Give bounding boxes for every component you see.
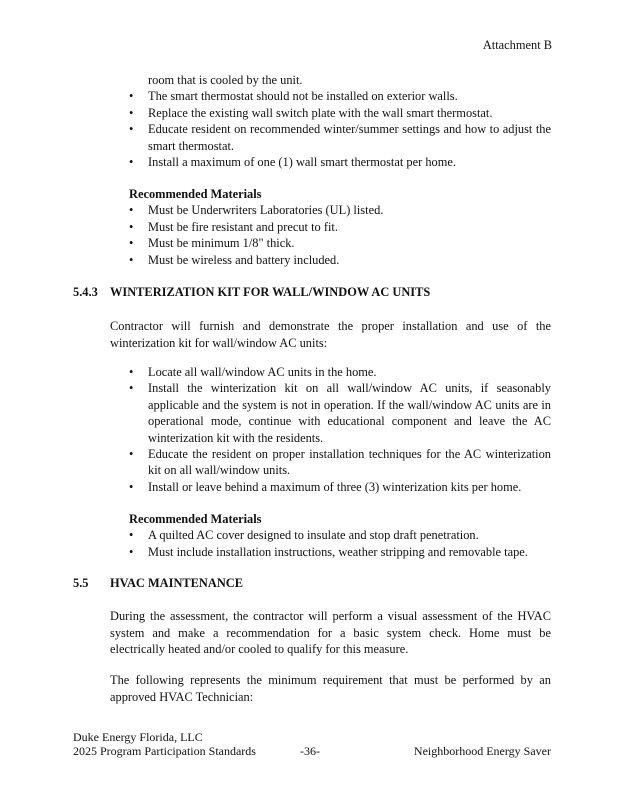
continuation-text: room that is cooled by the unit. (148, 73, 303, 87)
bullet-icon: • (129, 219, 134, 234)
bullet-icon: • (129, 155, 134, 170)
bullet-icon: • (129, 544, 134, 559)
materials-list (0, 527, 624, 560)
bullet-icon: • (129, 365, 134, 379)
winterization-bullets (0, 364, 624, 495)
top-bullet-block (0, 72, 624, 170)
list-item: • Install or leave behind a maximum of three (3) winterization kits per home. (129, 479, 522, 494)
page-footer (73, 730, 551, 759)
list-item: • The smart thermostat should not be installed on exterior walls. (129, 89, 458, 104)
materials-heading: Recommended Materials (129, 512, 262, 526)
attachment-label: Attachment B (482, 38, 552, 52)
section-title: HVAC MAINTENANCE (110, 576, 243, 590)
bullet-icon: • (129, 203, 134, 218)
paragraph: Contractor will furnish and demonstrate the proper installation and use of the winterization kit for wall/window AC units: (110, 319, 551, 350)
bullet-icon: • (129, 381, 134, 396)
list-item: • Install a maximum of one (1) wall smart thermostat per home. (129, 155, 456, 170)
materials-block-1 (0, 186, 624, 268)
section-heading-55 (73, 576, 243, 591)
section-number: 5.4.3 (73, 285, 98, 299)
list-item: • Replace the existing wall switch plate with the wall smart thermostat. (129, 105, 493, 120)
page-number: -36- (300, 744, 320, 759)
bullet-icon: • (129, 252, 134, 267)
section-543-intro (0, 318, 624, 351)
materials-heading: Recommended Materials (129, 187, 262, 201)
footer-company: Duke Energy Florida, LLC (73, 730, 203, 744)
list-item: • Must be minimum 1/8" thick. (129, 236, 295, 251)
section-55-para-2 (0, 672, 624, 705)
footer-program: Neighborhood Energy Saver (413, 744, 551, 759)
thermostat-bullet-list (0, 88, 624, 170)
bullet-icon: • (129, 105, 134, 120)
bullet-icon: • (129, 89, 134, 104)
list-item: • Locate all wall/window AC units in the home. (129, 365, 377, 379)
bullet-icon: • (129, 528, 134, 543)
list-item: • A quilted AC cover designed to insulate and stop draft penetration. (129, 528, 479, 543)
section-number: 5.5 (73, 576, 89, 590)
bullet-icon: • (129, 479, 134, 494)
list-item: • Install the winterization kit on all wall/window AC units, if seasonably applicable and the system is not in operation. If the wall/window AC units are in operational mode, continue with educational component and leave the AC winterization kit with the residents. (129, 381, 551, 445)
materials-block-2 (0, 511, 624, 560)
paragraph: The following represents the minimum requirement that must be performed by an approved HVAC Technician: (110, 673, 551, 704)
winterization-bullet-list (0, 364, 624, 495)
materials-list (0, 202, 624, 268)
footer-document: 2025 Program Participation Standards (73, 744, 256, 759)
list-item: • Must include installation instructions, weather stripping and removable tape. (129, 544, 528, 559)
list-item: • Must be Underwriters Laboratories (UL) listed. (129, 203, 384, 218)
section-title: WINTERIZATION KIT FOR WALL/WINDOW AC UNITS (110, 285, 431, 299)
list-item: • Educate resident on recommended winter/summer settings and how to adjust the smart thermostat. (129, 122, 551, 153)
bullet-icon: • (129, 447, 134, 462)
list-item: • Must be wireless and battery included. (129, 252, 340, 267)
paragraph: During the assessment, the contractor will perform a visual assessment of the HVAC system and make a recommendation for a basic system check. Home must be electrically heated and/or cooled to qualify for this measure. (110, 609, 551, 657)
list-item: • Must be fire resistant and precut to fit. (129, 219, 338, 234)
bullet-icon: • (129, 236, 134, 251)
section-55-para-1 (0, 608, 624, 658)
bullet-icon: • (129, 122, 134, 137)
list-item: • Educate the resident on proper installation techniques for the AC winterization kit on all wall/window units. (129, 447, 551, 478)
footer-row (73, 744, 551, 758)
section-heading-543 (73, 285, 430, 300)
